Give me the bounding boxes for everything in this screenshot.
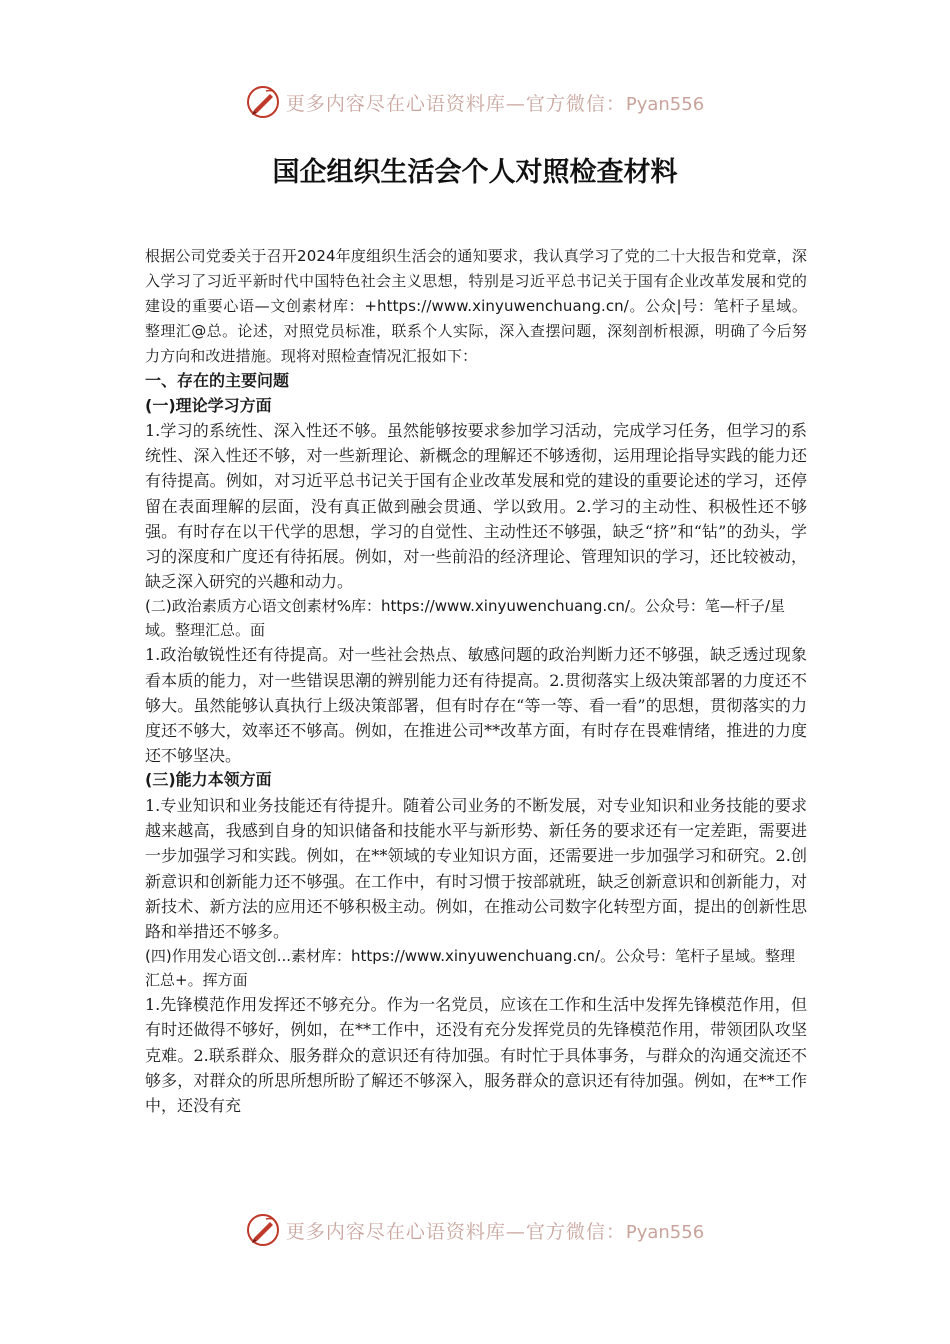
subsection-body-4: 1.先锋模范作用发挥还不够充分。作为一名党员，应该在工作和生活中发挥先锋模范作用，但有时还做得不够好，例如，在**工作中，还没有充分发挥党员的先锋模范作用，带领团队攻坚克难。2.联系群众、服务群众的意识还有待加强。有时忙于具体事务，与群众的沟通交流还不够多，对群众的所思所想所盼了解还不够深入，服务群众的意识还有待加强。例如，在**工作中，还没有充	[145, 995, 807, 1115]
watermark-text: 更多内容尽在心语资料库—官方微信：Pyan556	[285, 1220, 705, 1243]
subsection-body-3: 1.专业知识和业务技能还有待提升。随着公司业务的不断发展，对专业知识和业务技能的要求越来越高，我感到自身的知识储备和技能水平与新形势、新任务的要求还有一定差距，需要进一步加强学习和实践。例如，在**领域的专业知识方面，还需要进一步加强学习和研究。2.创新意识和创新能力还不够强。在工作中，有时习惯于按部就班，缺乏创新意识和创新能力，对新技术、新方法的应用还不够积极主动。例如，在推动公司数字化转型方面，提出的创新性思路和举措还不够多。	[145, 795, 807, 941]
subsection-heading-1: (一)理论学习方面	[145, 395, 272, 415]
pen-logo-icon	[246, 1213, 280, 1247]
document-title: 国企组织生活会个人对照检查材料	[272, 157, 678, 188]
subsection-body-2: 1.政治敏锐性还有待提高。对一些社会热点、敏感问题的政治判断力还不够强，缺乏透过现象看本质的能力，对一些错误思潮的辨别能力还有待提高。2.贯彻落实上级决策部署的力度还不够大。虽然能够认真执行上级决策部署，但有时存在“等一等、看一看”的思想，贯彻落实的力度还不够大，效率还不够高。例如，在推进公司**改革方面，有时存在畏难情绪，推进的力度还不够坚决。	[145, 645, 807, 766]
subsection-heading-4: (四)作用发心语文创...素材库：https://www.xinyuwenchuang.cn/。公众号：笔杆子星域。整理汇总+。挥方面	[145, 947, 795, 990]
watermark-text: 更多内容尽在心语资料库—官方微信：Pyan556	[285, 92, 705, 115]
footer-watermark	[0, 1210, 950, 1250]
subsection-heading-2: (二)政治素质方心语文创素材%库：https://www.xinyuwenchuang.cn/。公众号：笔—杆子/星域。整理汇总。面	[145, 597, 785, 640]
wechat-id: Pyan556	[625, 1221, 705, 1243]
pen-logo-icon	[246, 85, 280, 119]
subsection-body-1: 1.学习的系统性、深入性还不够。虽然能够按要求参加学习活动，完成学习任务，但学习的系统性、深入性还不够，对一些新理论、新概念的理解还不够透彻，运用理论指导实践的能力还有待提高。例如，对习近平总书记关于国有企业改革发展和党的建设的重要论述的学习，还停留在表面理解的层面，没有真正做到融会贯通、学以致用。2.学习的主动性、积极性还不够强。有时存在以干代学的思想，学习的自觉性、主动性还不够强，缺乏“挤”和“钻”的劲头，学习的深度和广度还有待拓展。例如，对一些前沿的经济理论、管理知识的学习，还比较被动，缺乏深入研究的兴趣和动力。	[145, 421, 807, 592]
header-watermark	[0, 82, 950, 122]
document-body	[145, 244, 807, 1118]
section-heading: 一、存在的主要问题	[145, 371, 290, 390]
subsection-heading-3: (三)能力本领方面	[145, 770, 272, 790]
intro-paragraph: 根据公司党委关于召开2024年度组织生活会的通知要求，我认真学习了党的二十大报告和党章，深入学习了习近平新时代中国特色社会主义思想，特别是习近平总书记关于国有企业改革发展和党的建设的重要心语—文创素材库：+https://www.xinyuwenchuang.cn/。公众|号：笔杆子星域。整理汇@总。论述，对照党员标准，联系个人实际，深入查摆问题，深刻剖析根源，明确了今后努力方向和改进措施。现将对照检查情况汇报如下：	[145, 247, 807, 365]
wechat-id: Pyan556	[625, 93, 705, 115]
